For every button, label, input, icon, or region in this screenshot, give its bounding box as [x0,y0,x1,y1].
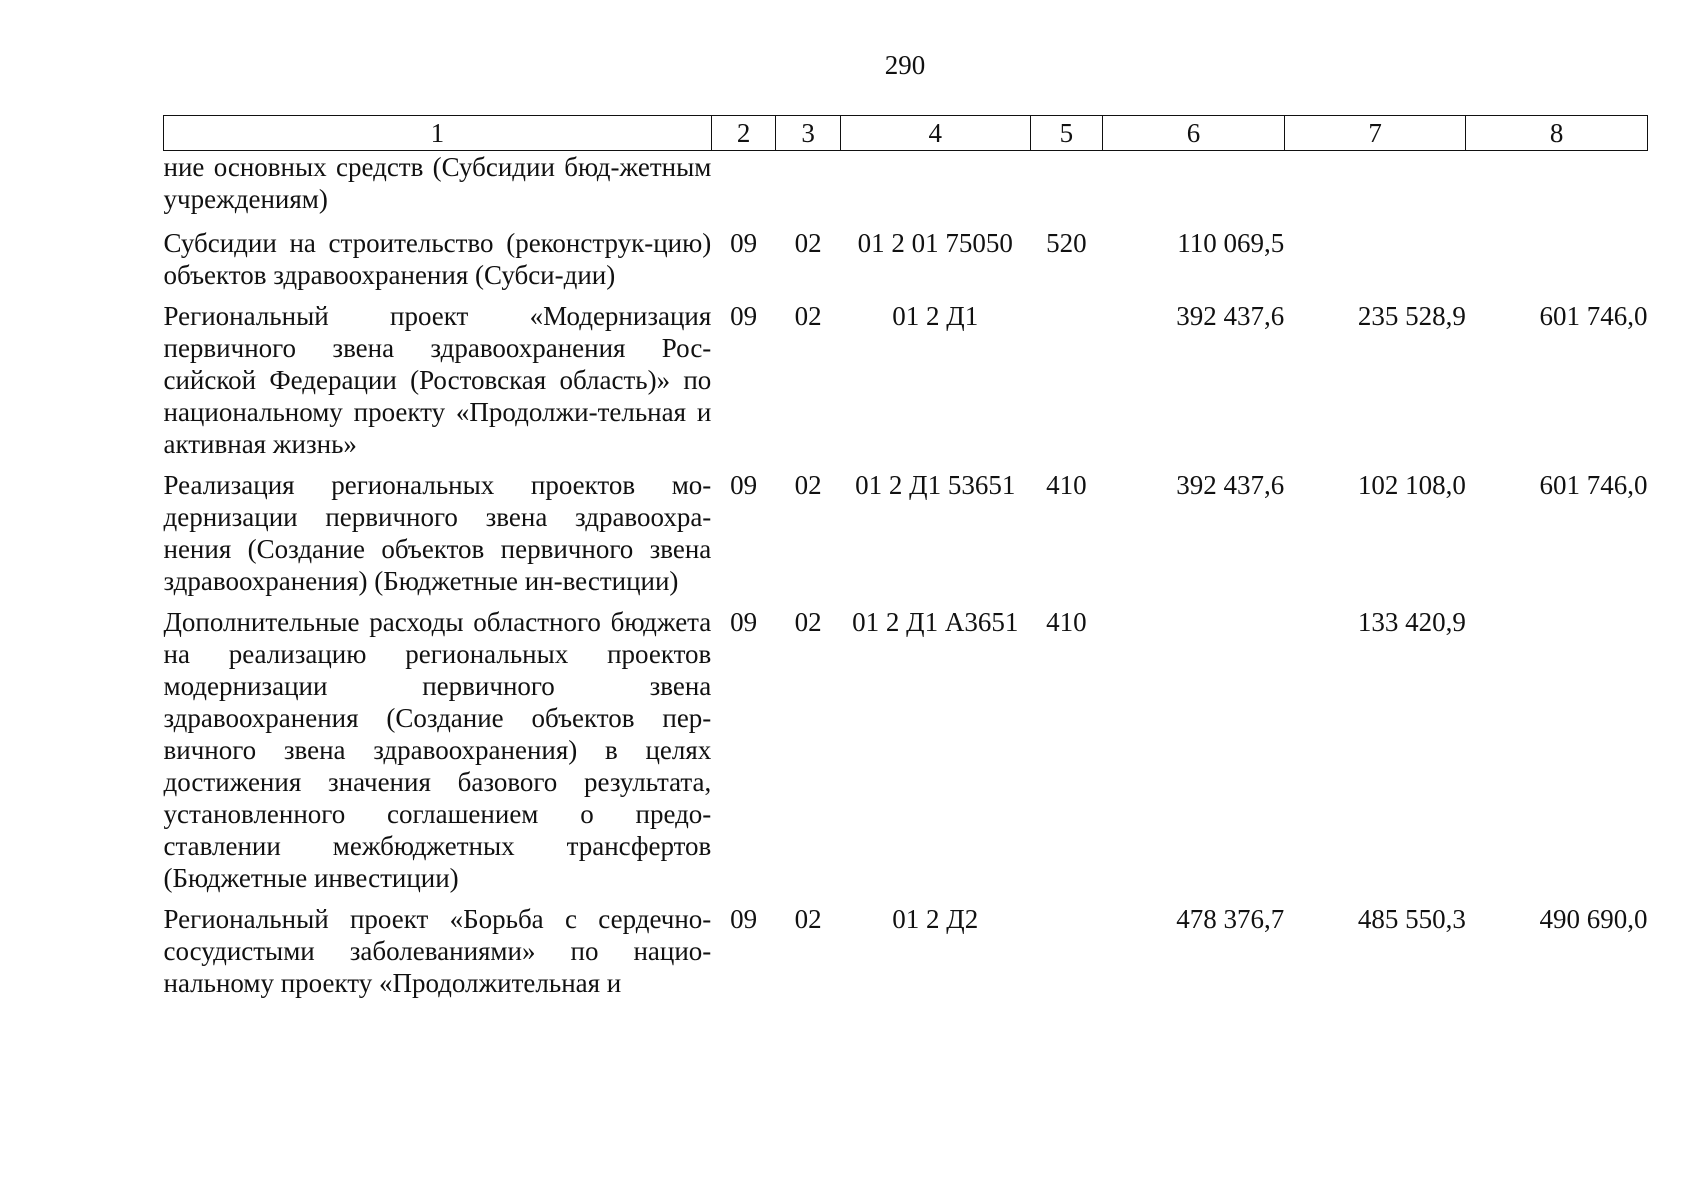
column-header-6: 6 [1103,116,1285,151]
row-section: 09 [730,228,758,258]
row-target-code: 01 2 Д1 А3651 [852,607,1019,637]
row-amount-6: 392 437,6 [1176,470,1285,500]
row-description: Субсидии на строительство (реконструк-цию) объектов здравоохранения (Субси-дии) [163,228,712,290]
row-amount-7: 485 550,3 [1357,904,1466,934]
column-header-4: 4 [840,116,1030,151]
header-row [164,116,1648,151]
row-target-code: 01 2 Д2 [892,904,979,934]
row-amount-6: 392 437,6 [1176,301,1285,331]
page-number: 290 [884,50,926,80]
row-subsection: 02 [794,607,822,637]
row-amount-7: 235 528,9 [1357,301,1466,331]
row-target-code: 01 2 01 75050 [857,228,1013,258]
row-amount-7: 133 420,9 [1357,607,1466,637]
row-subsection: 02 [794,301,822,331]
row-amount-6: 478 376,7 [1176,904,1285,934]
row-section: 09 [730,470,758,500]
row-amount-8: 601 746,0 [1539,301,1648,331]
row-expense-type [1030,151,1103,221]
row-amount-6 [1103,599,1285,896]
row-amount-7 [1284,220,1466,293]
budget-table [163,115,1648,1001]
row-description: Реализация региональных проектов мо-дернизации первичного звена здравоохра-нения (Создание объектов первичного звена здравоохранения) (Бюджетные ин-вестиции) [163,470,712,596]
row-expense-type [1030,293,1103,462]
row-expense-type: 410 [1046,470,1087,500]
row-amount-8 [1466,220,1648,293]
row-amount-8 [1466,599,1648,896]
row-section [711,151,776,221]
column-header-8: 8 [1466,116,1648,151]
column-header-5: 5 [1030,116,1103,151]
row-description: Региональный проект «Борьба с сердечно-сосудистыми заболеваниями» по нацио-нальному проекту «Продолжительная и [163,904,712,998]
row-subsection: 02 [794,904,822,934]
table-row [164,151,1648,221]
column-header-1: 1 [164,116,712,151]
row-target-code: 01 2 Д1 [892,301,979,331]
row-description: Дополнительные расходы областного бюджета на реализацию региональных проектов модернизации первичного звена здравоохранения (Создание объектов пер-вичного звена здравоохранения) в целях достижения значения базового результата, установленного соглашением о предо-ставлении межбюджетных трансфертов (Бюджетные инвестиции) [163,607,712,893]
row-subsection [776,151,841,221]
table-row [164,220,1648,293]
row-amount-6: 110 069,5 [1177,228,1285,258]
row-target-code [840,151,1030,221]
table-header [164,116,1648,151]
row-expense-type: 410 [1046,607,1087,637]
table-row [164,462,1648,599]
table-row [164,896,1648,1001]
column-header-3: 3 [776,116,841,151]
row-amount-8: 490 690,0 [1539,904,1648,934]
column-header-2: 2 [711,116,776,151]
row-section: 09 [730,301,758,331]
row-description: ние основных средств (Субсидии бюд-жетным учреждениям) [163,152,712,214]
row-expense-type: 520 [1046,228,1087,258]
row-subsection: 02 [794,228,822,258]
row-amount-7 [1284,151,1466,221]
row-expense-type [1030,896,1103,1001]
row-amount-7: 102 108,0 [1357,470,1466,500]
row-amount-8: 601 746,0 [1539,470,1648,500]
table-row [164,599,1648,896]
row-subsection: 02 [794,470,822,500]
row-amount-8 [1466,151,1648,221]
row-section: 09 [730,607,758,637]
row-amount-6 [1103,151,1285,221]
row-description: Региональный проект «Модернизация первичного звена здравоохранения Рос-сийской Федерации (Ростовская область)» по национальному проекту «Продолжи-тельная и активная жизнь» [163,301,712,459]
table-row [164,293,1648,462]
row-target-code: 01 2 Д1 53651 [855,470,1016,500]
row-section: 09 [730,904,758,934]
column-header-7: 7 [1284,116,1466,151]
table-body [164,151,1648,1002]
